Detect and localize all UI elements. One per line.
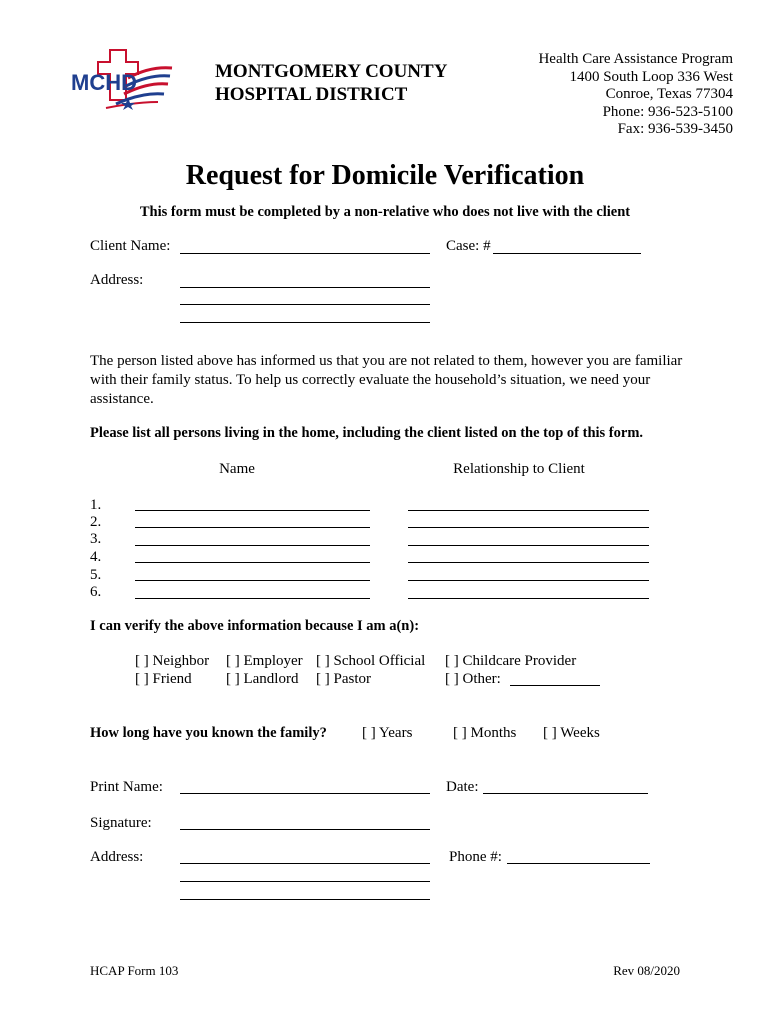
household-name-field-4[interactable] bbox=[135, 562, 370, 563]
mchd-logo bbox=[70, 48, 174, 110]
household-name-field-6[interactable] bbox=[135, 598, 370, 599]
contact-block bbox=[538, 51, 733, 139]
row-number: 3. bbox=[90, 531, 102, 547]
years-checkbox[interactable]: [ ] Years bbox=[362, 725, 413, 741]
pastor-checkbox[interactable]: [ ] Pastor bbox=[316, 671, 371, 687]
intro-paragraph: The person listed above has informed us that you are not related to them, however you are familiar with their family status. To help us correctly evaluate the household’s situation, we need your assistance. bbox=[90, 353, 683, 407]
landlord-checkbox[interactable]: [ ] Landlord bbox=[226, 671, 299, 687]
relationship-column-header: Relationship to Client bbox=[453, 461, 585, 477]
household-name-field-5[interactable] bbox=[135, 580, 370, 581]
verify-label: I can verify the above information because I am a(n): bbox=[90, 618, 420, 634]
logo-text: MCHD bbox=[71, 70, 137, 95]
household-relationship-field-5[interactable] bbox=[408, 580, 649, 581]
household-relationship-field-3[interactable] bbox=[408, 545, 649, 546]
org-name-line2: HOSPITAL DISTRICT bbox=[215, 84, 408, 105]
city-state-zip: Conroe, Texas 77304 bbox=[605, 86, 733, 102]
other-specify-field[interactable] bbox=[510, 685, 600, 686]
street-address: 1400 South Loop 336 West bbox=[569, 68, 733, 85]
signer-address-line-2[interactable] bbox=[180, 881, 430, 882]
row-number: 2. bbox=[90, 514, 102, 530]
client-name-label: Client Name: bbox=[90, 238, 171, 254]
weeks-checkbox[interactable]: [ ] Weeks bbox=[543, 725, 600, 741]
household-instruction: Please list all persons living in the home, including the client listed on the top of this form. bbox=[90, 425, 644, 441]
form-subtitle: This form must be completed by a non-relative who does not live with the client bbox=[139, 204, 631, 220]
other-checkbox[interactable]: [ ] Other: bbox=[445, 671, 501, 687]
date-label: Date: bbox=[446, 779, 479, 795]
mchd-logo-graphic bbox=[70, 48, 174, 110]
client-address-line-1[interactable] bbox=[180, 287, 430, 288]
household-relationship-field-1[interactable] bbox=[408, 510, 649, 511]
print-name-label: Print Name: bbox=[90, 779, 163, 795]
phone-field[interactable] bbox=[507, 863, 650, 864]
phone-number: Phone: 936-523-5100 bbox=[602, 103, 733, 120]
organization-name bbox=[215, 60, 447, 106]
date-field[interactable] bbox=[483, 793, 648, 794]
case-number-label: Case: # bbox=[446, 238, 491, 254]
case-number-field[interactable] bbox=[493, 253, 641, 254]
client-name-field[interactable] bbox=[180, 253, 430, 254]
org-name-line1: MONTGOMERY COUNTY bbox=[215, 61, 448, 82]
form-id: HCAP Form 103 bbox=[90, 963, 179, 978]
household-name-field-1[interactable] bbox=[135, 510, 370, 511]
school-official-checkbox[interactable]: [ ] School Official bbox=[316, 653, 426, 669]
neighbor-checkbox[interactable]: [ ] Neighbor bbox=[135, 653, 210, 669]
household-relationship-field-4[interactable] bbox=[408, 562, 649, 563]
phone-label: Phone #: bbox=[449, 849, 502, 865]
row-number: 6. bbox=[90, 584, 102, 600]
signer-address-line-3[interactable] bbox=[180, 899, 430, 900]
client-address-line-2[interactable] bbox=[180, 304, 430, 305]
household-name-field-2[interactable] bbox=[135, 527, 370, 528]
friend-checkbox[interactable]: [ ] Friend bbox=[135, 671, 192, 687]
client-address-line-3[interactable] bbox=[180, 322, 430, 323]
signature-field[interactable] bbox=[180, 829, 430, 830]
client-address-label: Address: bbox=[90, 272, 144, 288]
employer-checkbox[interactable]: [ ] Employer bbox=[226, 653, 303, 669]
program-name: Health Care Assistance Program bbox=[538, 51, 733, 67]
revision-date: Rev 08/2020 bbox=[613, 963, 680, 978]
signer-address-label: Address: bbox=[90, 849, 144, 865]
fax-number: Fax: 936-539-3450 bbox=[617, 121, 733, 137]
household-relationship-field-2[interactable] bbox=[408, 527, 649, 528]
row-number: 1. bbox=[90, 497, 102, 513]
signature-label: Signature: bbox=[90, 815, 152, 831]
form-title: Request for Domicile Verification bbox=[185, 160, 585, 191]
name-column-header: Name bbox=[219, 461, 255, 477]
household-relationship-field-6[interactable] bbox=[408, 598, 649, 599]
childcare-provider-checkbox[interactable]: [ ] Childcare Provider bbox=[445, 653, 577, 669]
row-number: 5. bbox=[90, 567, 102, 583]
household-name-field-3[interactable] bbox=[135, 545, 370, 546]
duration-label: How long have you known the family? bbox=[90, 725, 327, 741]
row-number: 4. bbox=[90, 549, 102, 565]
months-checkbox[interactable]: [ ] Months bbox=[453, 725, 517, 741]
print-name-field[interactable] bbox=[180, 793, 430, 794]
signer-address-line-1[interactable] bbox=[180, 863, 430, 864]
